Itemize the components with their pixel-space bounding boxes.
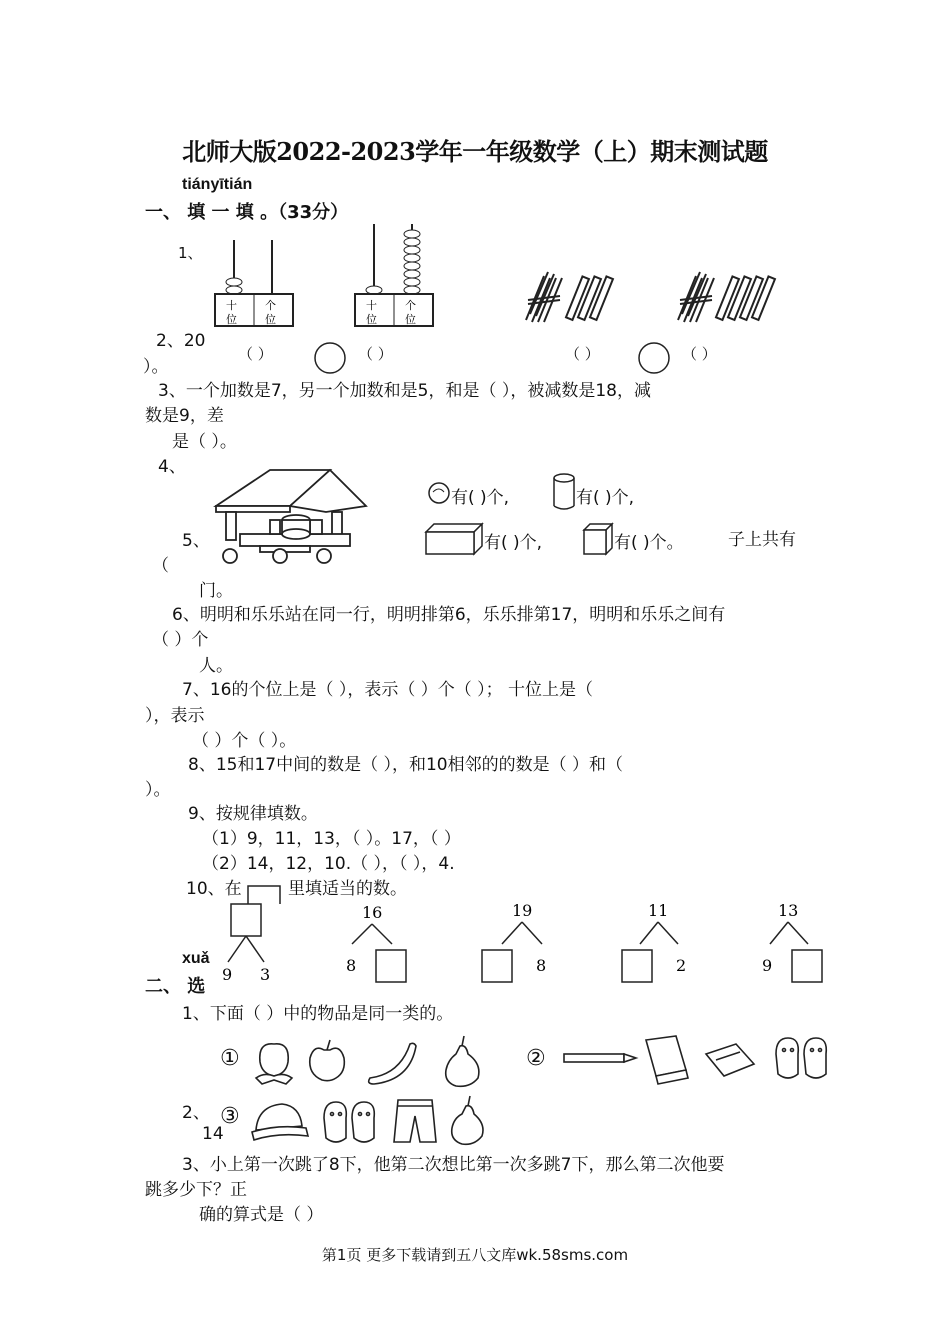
sphere-count: 有( )个, <box>451 488 510 508</box>
q10-end: 里填适当的数。 <box>288 879 407 899</box>
marker-1: ① <box>220 1046 240 1071</box>
stick-bundle-2-image <box>672 270 782 330</box>
q6-line1: 6、明明和乐乐站在同一行，明明排第6，乐乐排第17，明明和乐乐之间有 <box>172 605 726 625</box>
q5-text: 子上共有 <box>728 530 796 550</box>
abacus-1-tens-label-top: 十 <box>226 299 237 312</box>
s2-q2-number: 2、 <box>182 1103 210 1123</box>
pinyin-tianyitian: tiányītián <box>182 176 253 193</box>
block-house-image <box>210 460 370 570</box>
paren-3: （ ） <box>565 345 600 363</box>
svg-text:位: 位 <box>366 313 377 326</box>
abacus-2-image <box>352 222 438 330</box>
tree-3-right: 8 <box>536 956 547 975</box>
tree-4-right: 2 <box>676 956 687 975</box>
tree-4-top: 11 <box>648 901 669 920</box>
svg-text:个: 个 <box>405 299 416 312</box>
tree-1-left: 9 <box>222 965 233 984</box>
compare-circle-2[interactable] <box>636 340 672 376</box>
svg-text:位: 位 <box>405 313 416 326</box>
paren-4: （ ） <box>682 345 717 363</box>
cylinder-icon <box>552 472 576 512</box>
q9-item-2: （2）14，12，10.（ ），（ ），4. <box>202 854 455 874</box>
q9-item-1: （1）9，11，13，（ ）。17，（ ） <box>202 829 461 849</box>
number-tree-3 <box>478 900 558 990</box>
cylinder-count: 有( )个, <box>576 488 635 508</box>
q7-line1: 7、16的个位上是（ ），表示（ ）个（ ）； 十位上是（ <box>182 680 594 700</box>
tree-4-left-box <box>622 950 652 982</box>
paren-2: （ ） <box>358 345 393 363</box>
number-tree-1 <box>218 900 288 990</box>
marker-3: ③ <box>220 1104 240 1129</box>
fruit-group-image <box>250 1034 500 1088</box>
abacus-1-image <box>212 238 298 330</box>
s2-q2-value: 14 <box>202 1124 224 1144</box>
tree-2-right-box <box>376 950 406 982</box>
stick-bundle-1-image <box>520 270 620 330</box>
clothing-group-image <box>248 1094 498 1150</box>
sphere-icon <box>426 480 452 506</box>
tree-5-top: 13 <box>778 901 799 920</box>
q6-line2: （ ）个 <box>152 630 209 650</box>
q5-number: 5、 <box>182 531 210 551</box>
tree-3-top: 19 <box>512 901 533 920</box>
s2-q1: 1、下面（ ）中的物品是同一类的。 <box>182 1004 454 1024</box>
q3-line3: 是（ ）。 <box>172 432 237 452</box>
section-1-heading: 一、 填 一 填 。（33分） <box>145 202 349 223</box>
q8-line1: 8、15和17中间的数是（ ），和10相邻的的数是（ ）和（ <box>188 755 624 775</box>
s2-q3-line1: 3、小上第一次跳了8下，他第二次想比第一次多跳7下，那么第二次他要 <box>182 1155 725 1175</box>
q7-line3: （ ）个（ ）。 <box>192 731 297 751</box>
cuboid-count: 有( )个, <box>484 533 543 553</box>
q4-number: 4、 <box>158 457 186 477</box>
svg-text:十: 十 <box>366 299 377 312</box>
s2-q3-line2: 跳多少下？正 <box>145 1180 247 1200</box>
tree-1-top-box <box>231 904 261 936</box>
q6-line3: 人。 <box>199 656 233 676</box>
paren-1: （ ） <box>238 345 273 363</box>
q10-start: 10、在 <box>186 879 242 899</box>
tree-3-left-box <box>482 950 512 982</box>
q9-heading: 9、按规律填数。 <box>188 804 318 824</box>
q3-line2: 数是9，差 <box>145 406 224 426</box>
pinyin-xuan: xuǎ <box>182 950 210 967</box>
marker-2: ② <box>526 1046 546 1071</box>
q2-start: 2、20 <box>156 331 206 351</box>
q3-line1: 3、一个加数是7，另一个加数和是5，和是（ ），被减数是18，减 <box>158 381 651 401</box>
q5-end: 门。 <box>199 581 233 601</box>
tree-2-top: 16 <box>362 903 383 922</box>
q8-line2: ）。 <box>145 780 171 800</box>
tree-1-right: 3 <box>260 965 271 984</box>
q7-line2: ），表示 <box>145 706 205 726</box>
cube-icon <box>582 522 616 556</box>
number-tree-2 <box>340 900 420 990</box>
q2-end: ）。 <box>143 357 169 377</box>
page-footer: 第1页 更多下载请到五八文库wk.58sms.com <box>321 1246 629 1264</box>
s2-q3-line3: 确的算式是（ ） <box>199 1205 324 1225</box>
tree-5-left: 9 <box>762 956 773 975</box>
section-2-heading: 二、 选 <box>145 976 206 997</box>
number-tree-4 <box>618 900 698 990</box>
abacus-1-ones-label-bottom: 位 <box>265 313 276 326</box>
compare-circle-1[interactable] <box>312 340 348 376</box>
abacus-1-ones-label-top: 个 <box>265 299 276 312</box>
number-tree-5 <box>758 900 838 990</box>
q5-paren: （ <box>152 556 169 576</box>
abacus-1-tens-label-bottom: 位 <box>226 313 237 326</box>
cube-count: 有( )个。 <box>614 533 684 553</box>
q1-number: 1、 <box>178 244 203 262</box>
cuboid-icon <box>424 522 484 556</box>
page-title: 北师大版2022-2023学年一年级数学（上）期末测试题 <box>182 137 768 166</box>
tree-2-left: 8 <box>346 956 357 975</box>
tree-5-right-box <box>792 950 822 982</box>
stationery-group-image <box>560 1030 840 1090</box>
